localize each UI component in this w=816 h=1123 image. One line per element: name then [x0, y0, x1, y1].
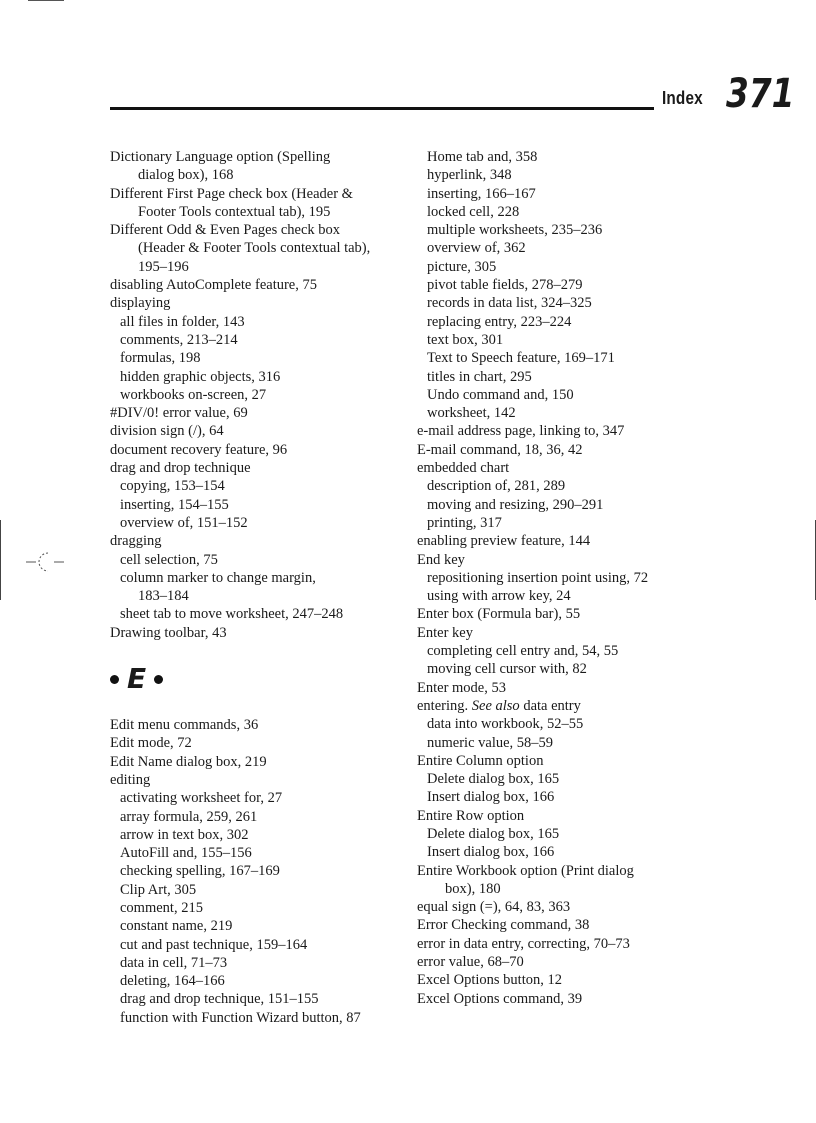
index-subentry: function with Function Wizard button, 87: [120, 1009, 361, 1026]
index-entry: Different First Page check box (Header &: [110, 185, 353, 202]
index-column-right: [417, 148, 707, 1008]
index-entry: Different Odd & Even Pages check box: [110, 222, 341, 239]
index-entry: dialog box), 168: [138, 167, 234, 184]
index-subentry: formulas, 198: [120, 350, 201, 367]
index-entry: Edit mode, 72: [110, 735, 192, 752]
index-subentry: multiple worksheets, 235–236: [427, 222, 603, 239]
index-subentry: comments, 213–214: [120, 331, 238, 348]
index-subentry: Text to Speech feature, 169–171: [427, 350, 615, 367]
index-column-left: [110, 148, 410, 1027]
index-entry: Enter box (Formula bar), 55: [417, 606, 581, 623]
index-subentry: drag and drop technique, 151–155: [120, 991, 319, 1008]
index-subentry: repositioning insertion point using, 72: [427, 569, 649, 586]
index-subentry: description of, 281, 289: [427, 478, 566, 495]
index-subentry: copying, 153–154: [120, 478, 225, 495]
index-entry: (Header & Footer Tools contextual tab),: [138, 240, 371, 257]
index-subentry: moving cell cursor with, 82: [427, 661, 587, 678]
index-entry: Edit Name dialog box, 219: [110, 753, 267, 770]
index-entry: displaying: [110, 295, 171, 312]
index-subentry: worksheet, 142: [427, 405, 516, 422]
index-entry: Edit menu commands, 36: [110, 717, 259, 734]
header-rule: [110, 107, 654, 110]
section-letter: E: [127, 661, 147, 695]
index-entry: Drawing toolbar, 43: [110, 624, 227, 641]
index-subentry: 183–184: [138, 588, 189, 605]
index-entry: box), 180: [445, 880, 501, 897]
index-subentry: titles in chart, 295: [427, 368, 532, 385]
index-entry: error value, 68–70: [417, 954, 524, 971]
index-subentry: hyperlink, 348: [427, 167, 512, 184]
index-subentry: numeric value, 58–59: [427, 734, 554, 751]
index-entry: Dictionary Language option (Spelling: [110, 149, 331, 165]
index-subentry: workbooks on-screen, 27: [120, 386, 267, 403]
index-entry: E-mail command, 18, 36, 42: [417, 441, 583, 458]
index-entry: Entire Workbook option (Print dialog: [417, 862, 634, 879]
index-subentry: locked cell, 228: [427, 203, 520, 220]
index-entry: division sign (/), 64: [110, 423, 224, 440]
index-subentry: overview of, 362: [427, 240, 526, 257]
index-subentry: sheet tab to move worksheet, 247–248: [120, 606, 344, 623]
index-subentry: cell selection, 75: [120, 551, 218, 568]
page-number: 371: [726, 71, 795, 117]
index-subentry: comment, 215: [120, 899, 203, 916]
index-entry: enabling preview feature, 144: [417, 533, 591, 550]
index-subentry: text box, 301: [427, 331, 504, 348]
index-subentry: hidden graphic objects, 316: [120, 368, 281, 385]
index-subentry: records in data list, 324–325: [427, 295, 592, 312]
index-subentry: AutoFill and, 155–156: [120, 845, 252, 862]
index-subentry: replacing entry, 223–224: [427, 313, 572, 330]
registration-mark-icon: [26, 550, 64, 574]
index-entry: 195–196: [138, 258, 189, 275]
index-subentry: inserting, 166–167: [427, 185, 536, 202]
section-heading: [110, 642, 410, 716]
index-subentry: activating worksheet for, 27: [120, 790, 283, 807]
index-entry: editing: [110, 771, 151, 788]
index-entry: #DIV/0! error value, 69: [110, 405, 248, 422]
index-subentry: Clip Art, 305: [120, 881, 197, 898]
index-entry: Error Checking command, 38: [417, 917, 590, 934]
index-entry: Entire Column option: [417, 752, 544, 769]
index-subentry: Delete dialog box, 165: [427, 771, 560, 788]
index-entry: equal sign (=), 64, 83, 363: [417, 899, 571, 916]
index-subentry: all files in folder, 143: [120, 313, 245, 330]
index-entry: document recovery feature, 96: [110, 441, 288, 458]
index-entry: Excel Options command, 39: [417, 990, 583, 1007]
index-subentry: data in cell, 71–73: [120, 954, 228, 971]
index-entry: dragging: [110, 533, 162, 550]
index-entry: error in data entry, correcting, 70–73: [417, 935, 630, 952]
index-entry: e-mail address page, linking to, 347: [417, 423, 625, 440]
index-entry: embedded chart: [417, 460, 510, 477]
index-subentry: picture, 305: [427, 258, 497, 275]
index-entry: Footer Tools contextual tab), 195: [138, 203, 331, 220]
index-entry: disabling AutoComplete feature, 75: [110, 277, 317, 294]
crop-mark-top: [28, 0, 64, 1]
index-subentry: cut and past technique, 159–164: [120, 936, 308, 953]
index-entry: entering. See also data entry: [417, 697, 581, 714]
index-subentry: constant name, 219: [120, 918, 233, 935]
index-subentry: data into workbook, 52–55: [427, 716, 584, 733]
index-entry: End key: [417, 551, 465, 568]
index-subentry: inserting, 154–155: [120, 496, 229, 513]
index-subentry: checking spelling, 167–169: [120, 863, 280, 880]
index-subentry: Home tab and, 358: [427, 149, 538, 165]
index-subentry: column marker to change margin,: [120, 569, 316, 586]
index-entry: Enter mode, 53: [417, 679, 506, 696]
index-subentry: printing, 317: [427, 514, 502, 531]
index-subentry: arrow in text box, 302: [120, 826, 249, 843]
bullet-icon: [110, 675, 119, 684]
index-subentry: Delete dialog box, 165: [427, 825, 560, 842]
index-subentry: Insert dialog box, 166: [427, 789, 555, 806]
index-subentry: using with arrow key, 24: [427, 588, 571, 605]
index-subentry: array formula, 259, 261: [120, 808, 258, 825]
bullet-icon: [154, 675, 163, 684]
index-subentry: Insert dialog box, 166: [427, 844, 555, 861]
index-entry: Entire Row option: [417, 807, 525, 824]
index-entry: Enter key: [417, 624, 473, 641]
index-subentry: deleting, 164–166: [120, 973, 225, 990]
index-entry: drag and drop technique: [110, 460, 251, 477]
running-header: Index: [662, 88, 703, 108]
index-subentry: completing cell entry and, 54, 55: [427, 643, 619, 660]
index-subentry: Undo command and, 150: [427, 386, 574, 403]
index-subentry: pivot table fields, 278–279: [427, 277, 583, 294]
crop-mark-left: [0, 520, 1, 600]
index-subentry: overview of, 151–152: [120, 514, 248, 531]
index-entry: Excel Options button, 12: [417, 972, 562, 989]
index-subentry: moving and resizing, 290–291: [427, 496, 604, 513]
